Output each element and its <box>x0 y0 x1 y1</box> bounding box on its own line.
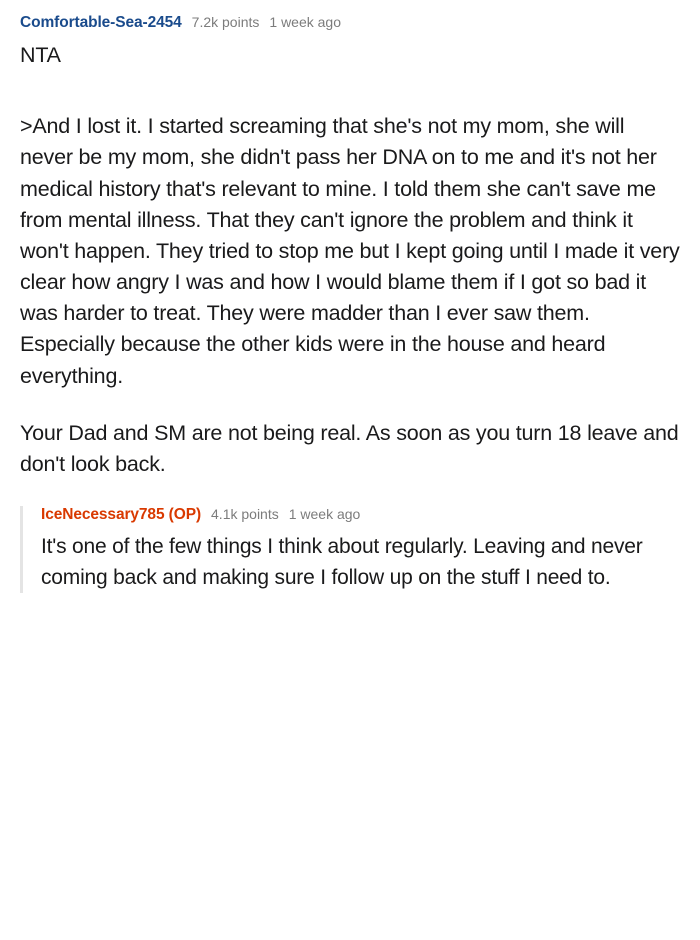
comment-verdict: NTA <box>20 43 61 67</box>
reply-author-link[interactable]: IceNecessary785 (OP) <box>41 506 202 524</box>
comment-timestamp: 1 week ago <box>269 14 341 30</box>
top-level-comment <box>20 14 682 593</box>
comment-points: 7.2k points <box>191 14 260 30</box>
comment-body <box>20 40 682 480</box>
reply-body <box>41 531 682 593</box>
comment-header <box>20 14 682 32</box>
reply-points: 4.1k points <box>211 506 279 523</box>
comment-author-link[interactable]: Comfortable-Sea-2454 <box>20 14 182 31</box>
reply-comment <box>20 506 682 593</box>
reply-paragraph: It's one of the few things I think about regularly. Leaving and never coming back and making sure I follow up on the stuff I need to. <box>41 535 643 590</box>
reply-header <box>41 506 682 524</box>
comment-paragraph-advice: Your Dad and SM are not being real. As soon as you turn 18 leave and don't look back. <box>20 420 679 476</box>
comment-paragraph-quote: >And I lost it. I started screaming that she's not my mom, she will never be my mom, she didn't pass her DNA on to me and it's not her medical history that's relevant to mine. I told them she can't save me from mental illness. That they can't ignore the problem and think it won't happen. They tried to stop me but I kept going until I made it very clear how angry I was and how I would blame them if I got so bad it was harder to treat. They were madder than I ever saw them. Especially because the other kids were in the house and heard everything. <box>20 114 680 388</box>
reply-timestamp: 1 week ago <box>288 506 361 523</box>
